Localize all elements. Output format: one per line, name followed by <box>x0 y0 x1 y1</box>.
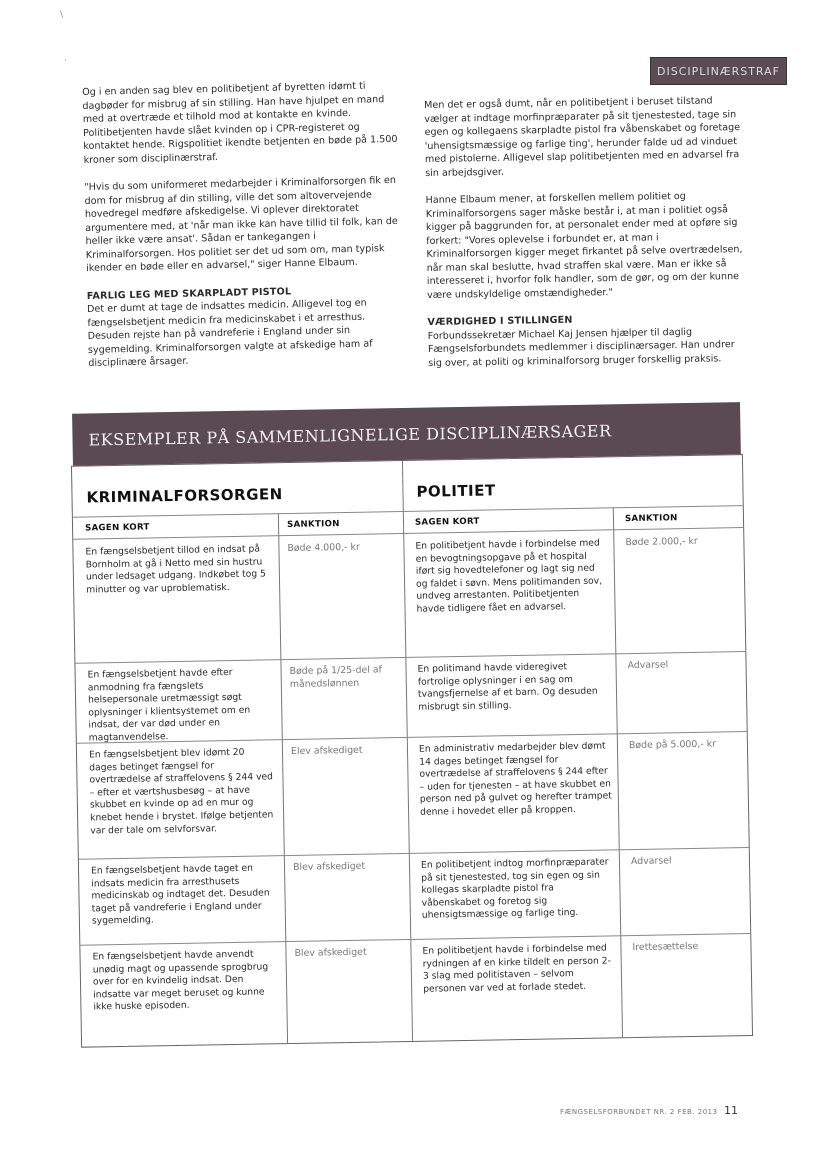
column-divider <box>278 513 288 1043</box>
box-title: EKSEMPLER PÅ SAMMENLIGNELIGE DISCIPLINÆRSAGER <box>72 402 741 466</box>
pol-sanction-cell: Bøde på 5.000,- kr <box>628 738 717 752</box>
page-number: 11 <box>724 1104 738 1117</box>
paragraph: Hanne Elbaum mener, at forskellen mellem politiet og Kriminalforsorgens sager måske består i, at man i politiet også kigger på baggrunden for, at personalet ender med at opføre sig forkert: "Vores oplevelse i forbundet er, at man i Kriminalforsorgen kigger meget firkantet på selve overtrædelsen, når man skal beslutte, hvad straffen skal være. Man er ikke så interesseret i, hvorfor folk handler, som de gør, og om der kunne være undskyldelige omstændigheder." <box>425 190 743 301</box>
column-header-case: SAGEN KORT <box>84 522 150 534</box>
section-tag: DISCIPLINÆRSTRAF <box>650 57 787 85</box>
left-column <box>82 79 407 385</box>
group-header-politiet: POLITIET <box>416 481 496 501</box>
footer-text: FÆNGSELSFORBUNDET NR. 2 FEB. 2013 <box>560 1108 718 1116</box>
kf-case-cell: En fængselsbetjent havde taget en indsats medicin fra arresthusets medicinskab og indtaget det. Desuden taget på vandreferie i England under sygemelding. <box>90 862 270 927</box>
kf-sanction-cell: Blev afskediget <box>292 860 366 873</box>
subheading: VÆRDIGHED I STILLINGEN <box>427 314 573 328</box>
paragraph: Men det er også dumt, når en politibetjent i beruset tilstand vælger at indtage morfinpræparater på sit tjenestested, tage sin egen og kollegaens skarpladte pistol fra våbenskabet og foretage 'uhensigtsmæssige og farlige ting', herunder falde ud ad vinduet med pistolerne. Alligevel slap politibetjenten med en advarsel fra sin arbejdsgiver. <box>424 95 741 179</box>
kf-sanction-cell: Elev afskediget <box>290 744 363 757</box>
kf-case-cell: En fængselsbetjent havde efter anmodning fra fængslets helsepersonale uretmæssigt søgt oplysninger i klientsystemet om en indsat, der var død under en magtanvendelse. <box>87 666 251 744</box>
group-header-kriminalforsorgen: KRIMINALFORSORGEN <box>86 485 283 507</box>
comparison-table <box>71 454 753 1048</box>
kf-sanction-cell: Bøde 4.000,- kr <box>287 541 360 555</box>
subheading: FARLIG LEG MED SKARPLADT PISTOL <box>86 285 292 302</box>
pol-sanction-cell: Advarsel <box>627 659 669 672</box>
column-header-sanction: SANKTION <box>624 513 678 525</box>
paragraph: "Hvis du som uniformeret medarbejder i Kriminalforsorgen fik en dom for misbrug af din stilling, ville det som altovervejende hovedregel medføre afskedigelse. Vi oplever direktoratet argumentere med, at 'når man ikke kan have tillid til folk, kan de heller ikke være ansat'. Sådan er tankegangen i Kriminalforsorgen. Hos politiet ser det ud som om, man typisk ikender en bøde eller en advarsel," siger Hanne Elbaum. <box>84 174 398 274</box>
pol-sanction-cell: Irettesættelse <box>632 940 699 954</box>
kf-sanction-cell: Bøde på 1/25-del af månedslønnen <box>289 664 383 690</box>
comparison-box <box>58 398 759 1050</box>
scan-speck: \ <box>60 10 64 20</box>
column-header-case: SAGEN KORT <box>414 516 480 528</box>
pol-case-cell: En politibetjent havde i forbindelse med en bevogtningsopgave på et hospital iført sig hovedtelefoner og lagt sig ned og faldet i søvn. Mens politimanden sov, undveg arrestanten. Politibetjenten havde tidligere fået en advarsel. <box>415 537 603 615</box>
pol-sanction-cell: Advarsel <box>630 855 672 868</box>
pol-case-cell: En politibetjent havde i forbindelse med rydningen af en kirke tildelt en person 2-3 slag med politistaven – selvom personen var ved at forlade stedet. <box>422 942 611 995</box>
paragraph: Forbundssekretær Michael Kaj Jensen hjælper til daglig Fængselsforbundets medlemmer i disciplinærsager. Han undrer sig over, at politi og kriminalforsorg bruger forskellig praksis. <box>427 326 735 369</box>
kf-case-cell: En fængselsbetjent havde anvendt unødig magt og upassende sprogbrug over for en kvindelig indsat. Den indsatte var meget beruset og kunne ikke huske episoden. <box>92 948 269 1013</box>
pol-case-cell: En administrativ medarbejder blev dømt 14 dages betinget fængsel for overtrædelse af straffelovens § 244 efter – uden for tjenesten – at have skubbet en person ned på gulvet og herefter trampet denne i hovedet eller på kroppen. <box>418 740 612 818</box>
kf-sanction-cell: Blev afskediget <box>294 946 367 959</box>
scan-speck: · <box>64 56 67 66</box>
kf-case-cell: En fængselsbetjent tillod en indsat på Bornholm at gå i Netto med sin hustru under ledsaget udgang. Indkøbet tog 5 minutter og var uproblematisk. <box>85 543 267 596</box>
column-header-sanction: SANKTION <box>286 519 340 531</box>
paragraph: Og i en anden sag blev en politibetjent af byretten idømt ti dagbøder for misbrug af sin stilling. Han have hjulpet en mand med at overtræde et tilhold mod at kontakte en kvinde. Politibetjenten havde slået kvinden op i CPR-registeret og kontaktet hende. Rigspolitiet ikendte betjenten en bøde på 1.500 kroner som disciplinærstraf. <box>82 80 398 166</box>
pol-sanction-cell: Bøde 2.000,- kr <box>625 535 698 549</box>
pol-case-cell: En politibetjent indtog morfinpræparater på sit tjenestested, tog sin egen og sin kollegas skarpladte pistol fra våbenskabet og foretog sig uhensigtsmæssige og farlige ting. <box>420 856 609 922</box>
right-column <box>424 94 748 384</box>
paragraph: Det er dumt at tage de indsattes medicin. Alligevel tog en fængselsbetjent medicin fra medicinskabet i et arresthus. Desuden rejste han på vandreferie i England under sin sygemelding. Kriminalforsorgen valgte at afskedige ham af disciplinære årsager. <box>86 297 373 369</box>
pol-case-cell: En politimand havde videregivet fortrolige oplysninger i en sag om tvangsfjernelse af et barn. Og desuden misbrugt sin stilling. <box>417 661 598 713</box>
kf-case-cell: En fængselsbetjent blev idømt 20 dages betinget fængsel for overtrædelse af straffelovens § 244 ved – efter et værtshusbesøg – at have skubbet en kvinde op ad en mur og knebet hende i brystet. Ifølge betjenten var der tale om selvforsvar. <box>88 746 274 837</box>
